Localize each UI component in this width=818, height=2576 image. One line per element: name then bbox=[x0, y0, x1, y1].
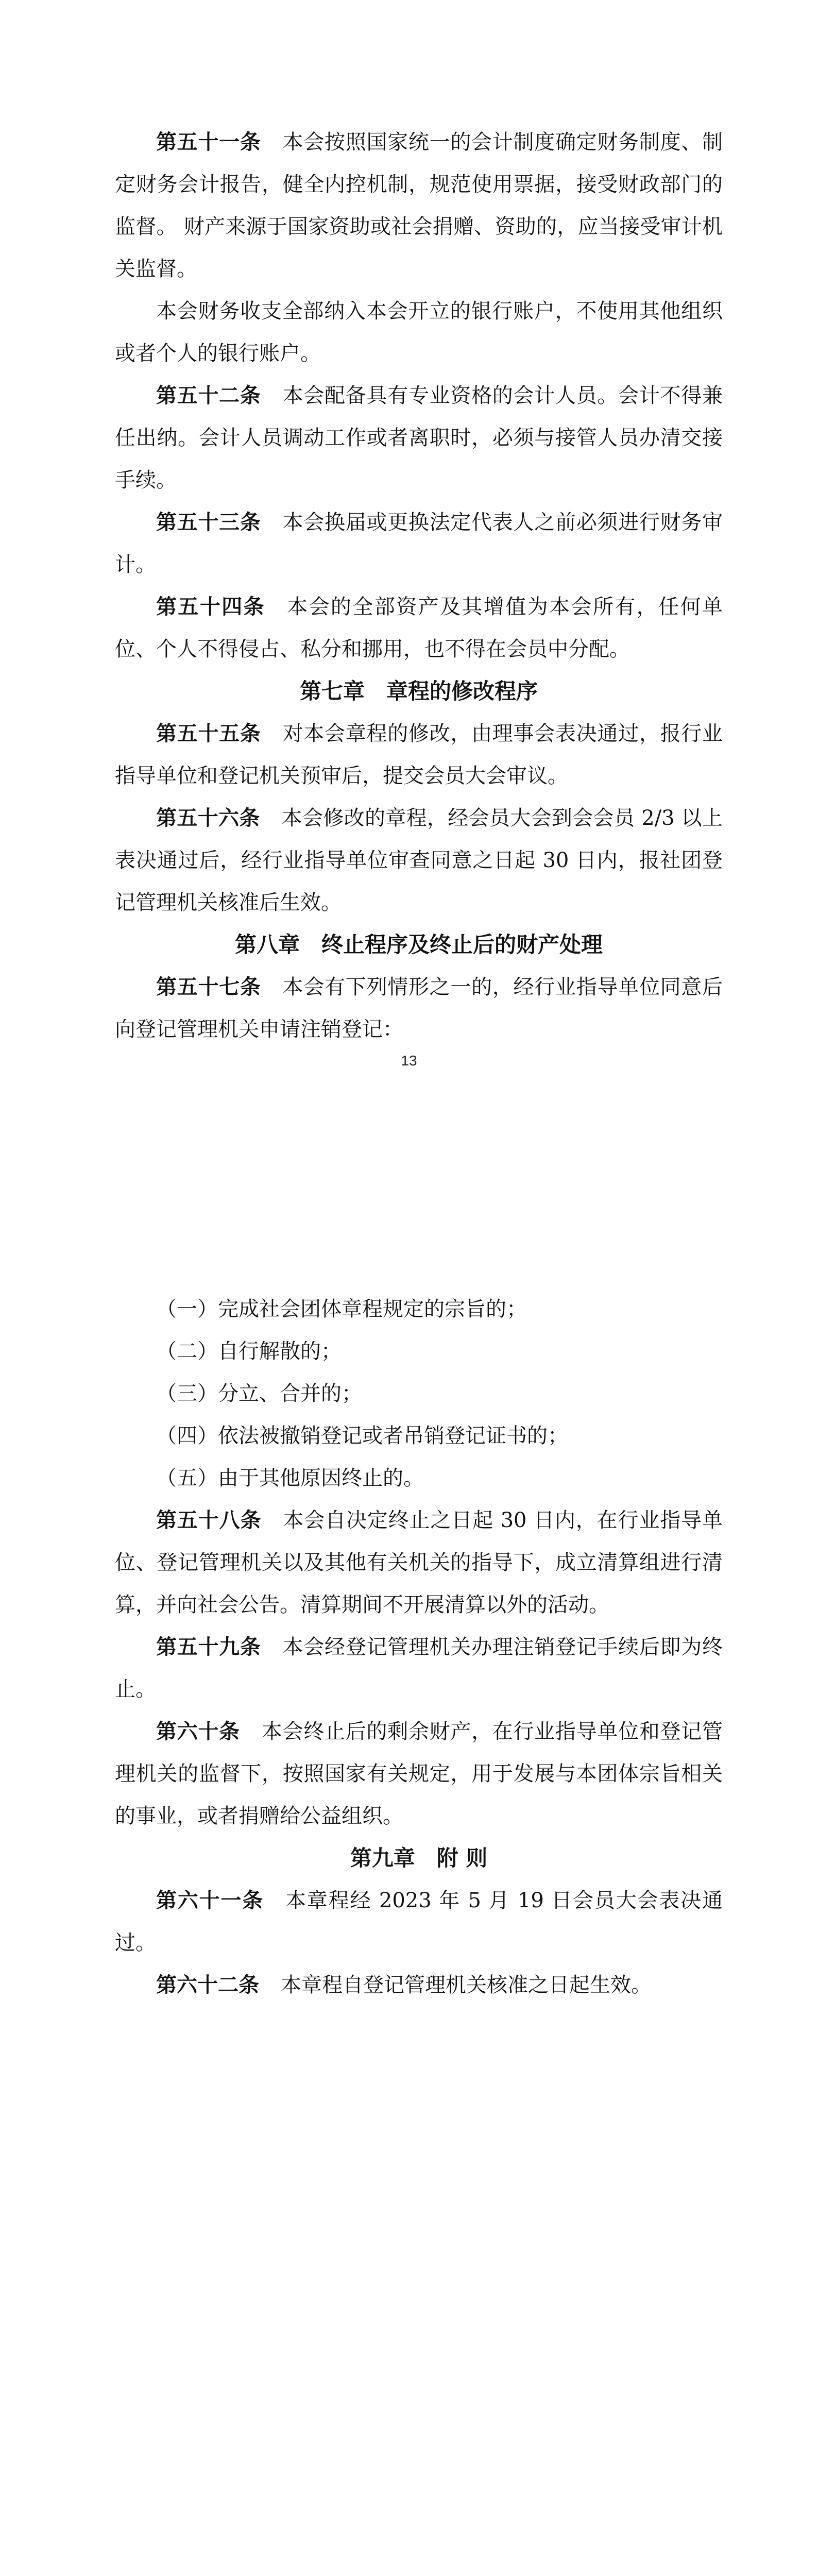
article-text: 本会修改的章程，经会员大会到会会员 2/3 以上表决通过后，经行业指导单位审查同意之日起 30 日内，报社团登记管理机关核准后生效。 bbox=[115, 806, 723, 914]
article-60 bbox=[115, 1710, 723, 1837]
article-number: 第五十一条 bbox=[156, 130, 261, 154]
list-item: （一）完成社会团体章程规定的宗旨的； bbox=[156, 1297, 527, 1321]
page-14-body bbox=[115, 1288, 723, 2006]
article-52 bbox=[115, 375, 723, 501]
article-51-paragraph-2: 本会财务收支全部纳入本会开立的银行账户，不使用其他组织或者个人的银行账户。 bbox=[115, 299, 723, 365]
list-item: （五）由于其他原因终止的。 bbox=[156, 1466, 424, 1490]
article-number: 第五十九条 bbox=[156, 1635, 261, 1659]
article-text: 本章程自登记管理机关核准之日起生效。 bbox=[281, 1973, 652, 1997]
article-text: 本会的全部资产及其增值为本会所有，任何单位、个人不得侵占、私分和挪用，也不得在会员中分配。 bbox=[115, 595, 723, 661]
article-number: 第五十四条 bbox=[156, 595, 266, 619]
article-number: 第五十三条 bbox=[156, 510, 261, 534]
article-55 bbox=[115, 713, 723, 797]
article-number: 第六十二条 bbox=[156, 1973, 259, 1997]
article-57 bbox=[115, 966, 723, 1050]
article-text: 本会换届或更换法定代表人之前必须进行财务审计。 bbox=[115, 511, 723, 577]
article-number: 第五十六条 bbox=[156, 806, 260, 830]
article-text: 对本会章程的修改，由理事会表决通过，报行业指导单位和登记机关预审后，提交会员大会审议。 bbox=[115, 722, 723, 788]
document-page-14 bbox=[0, 1157, 818, 2313]
article-61 bbox=[115, 1879, 723, 1964]
chapter-7-heading: 第七章 章程的修改程序 bbox=[299, 679, 538, 704]
article-53 bbox=[115, 501, 723, 586]
document-page-13 bbox=[0, 0, 818, 1157]
article-51 bbox=[115, 121, 723, 290]
article-58 bbox=[115, 1499, 723, 1626]
article-number: 第五十五条 bbox=[156, 721, 261, 745]
article-number: 第五十八条 bbox=[156, 1508, 262, 1532]
article-number: 第六十条 bbox=[156, 1719, 240, 1743]
list-item: （四）依法被撤销登记或者吊销登记证书的； bbox=[156, 1424, 568, 1448]
article-text: 本会有下列情形之一的，经行业指导单位同意后向登记管理机关申请注销登记： bbox=[115, 975, 723, 1041]
article-number: 第五十二条 bbox=[156, 383, 261, 408]
article-56 bbox=[115, 797, 723, 924]
article-text: 本会经登记管理机关办理注销登记手续后即为终止。 bbox=[115, 1635, 723, 1701]
list-item: （三）分立、合并的； bbox=[156, 1382, 362, 1405]
article-text: 本会按照国家统一的会计制度确定财务制度、制定财务会计报告，健全内控机制，规范使用票据，接受财政部门的监督。 财产来源于国家资助或社会捐赠、资助的，应当接受审计机关监督。 bbox=[115, 130, 723, 281]
article-54 bbox=[115, 586, 723, 670]
chapter-8-heading: 第八章 终止程序及终止后的财产处理 bbox=[234, 932, 603, 957]
article-59 bbox=[115, 1626, 723, 1710]
article-number: 第六十一条 bbox=[156, 1888, 264, 1912]
article-text: 本会自决定终止之日起 30 日内，在行业指导单位、登记管理机关以及其他有关机关的指导下，成立清算组进行清算，并向社会公告。清算期间不开展清算以外的活动。 bbox=[115, 1509, 723, 1617]
article-text: 本章程经 2023 年 5 月 19 日会员大会表决通过。 bbox=[115, 1889, 723, 1955]
article-text: 本会配备具有专业资格的会计人员。会计不得兼任出纳。会计人员调动工作或者离职时，必须与接管人员办清交接手续。 bbox=[115, 384, 723, 492]
page-13-body bbox=[115, 121, 723, 1050]
list-item: （二）自行解散的； bbox=[156, 1340, 342, 1363]
article-number: 第五十七条 bbox=[156, 975, 261, 999]
article-text: 本会终止后的剩余财产，在行业指导单位和登记管理机关的监督下，按照国家有关规定，用于发展与本团体宗旨相关的事业，或者捐赠给公益组织。 bbox=[115, 1720, 723, 1828]
chapter-9-heading: 第九章 附 则 bbox=[350, 1845, 488, 1871]
article-62 bbox=[115, 1964, 723, 2006]
page-number: 13 bbox=[401, 1053, 417, 1069]
